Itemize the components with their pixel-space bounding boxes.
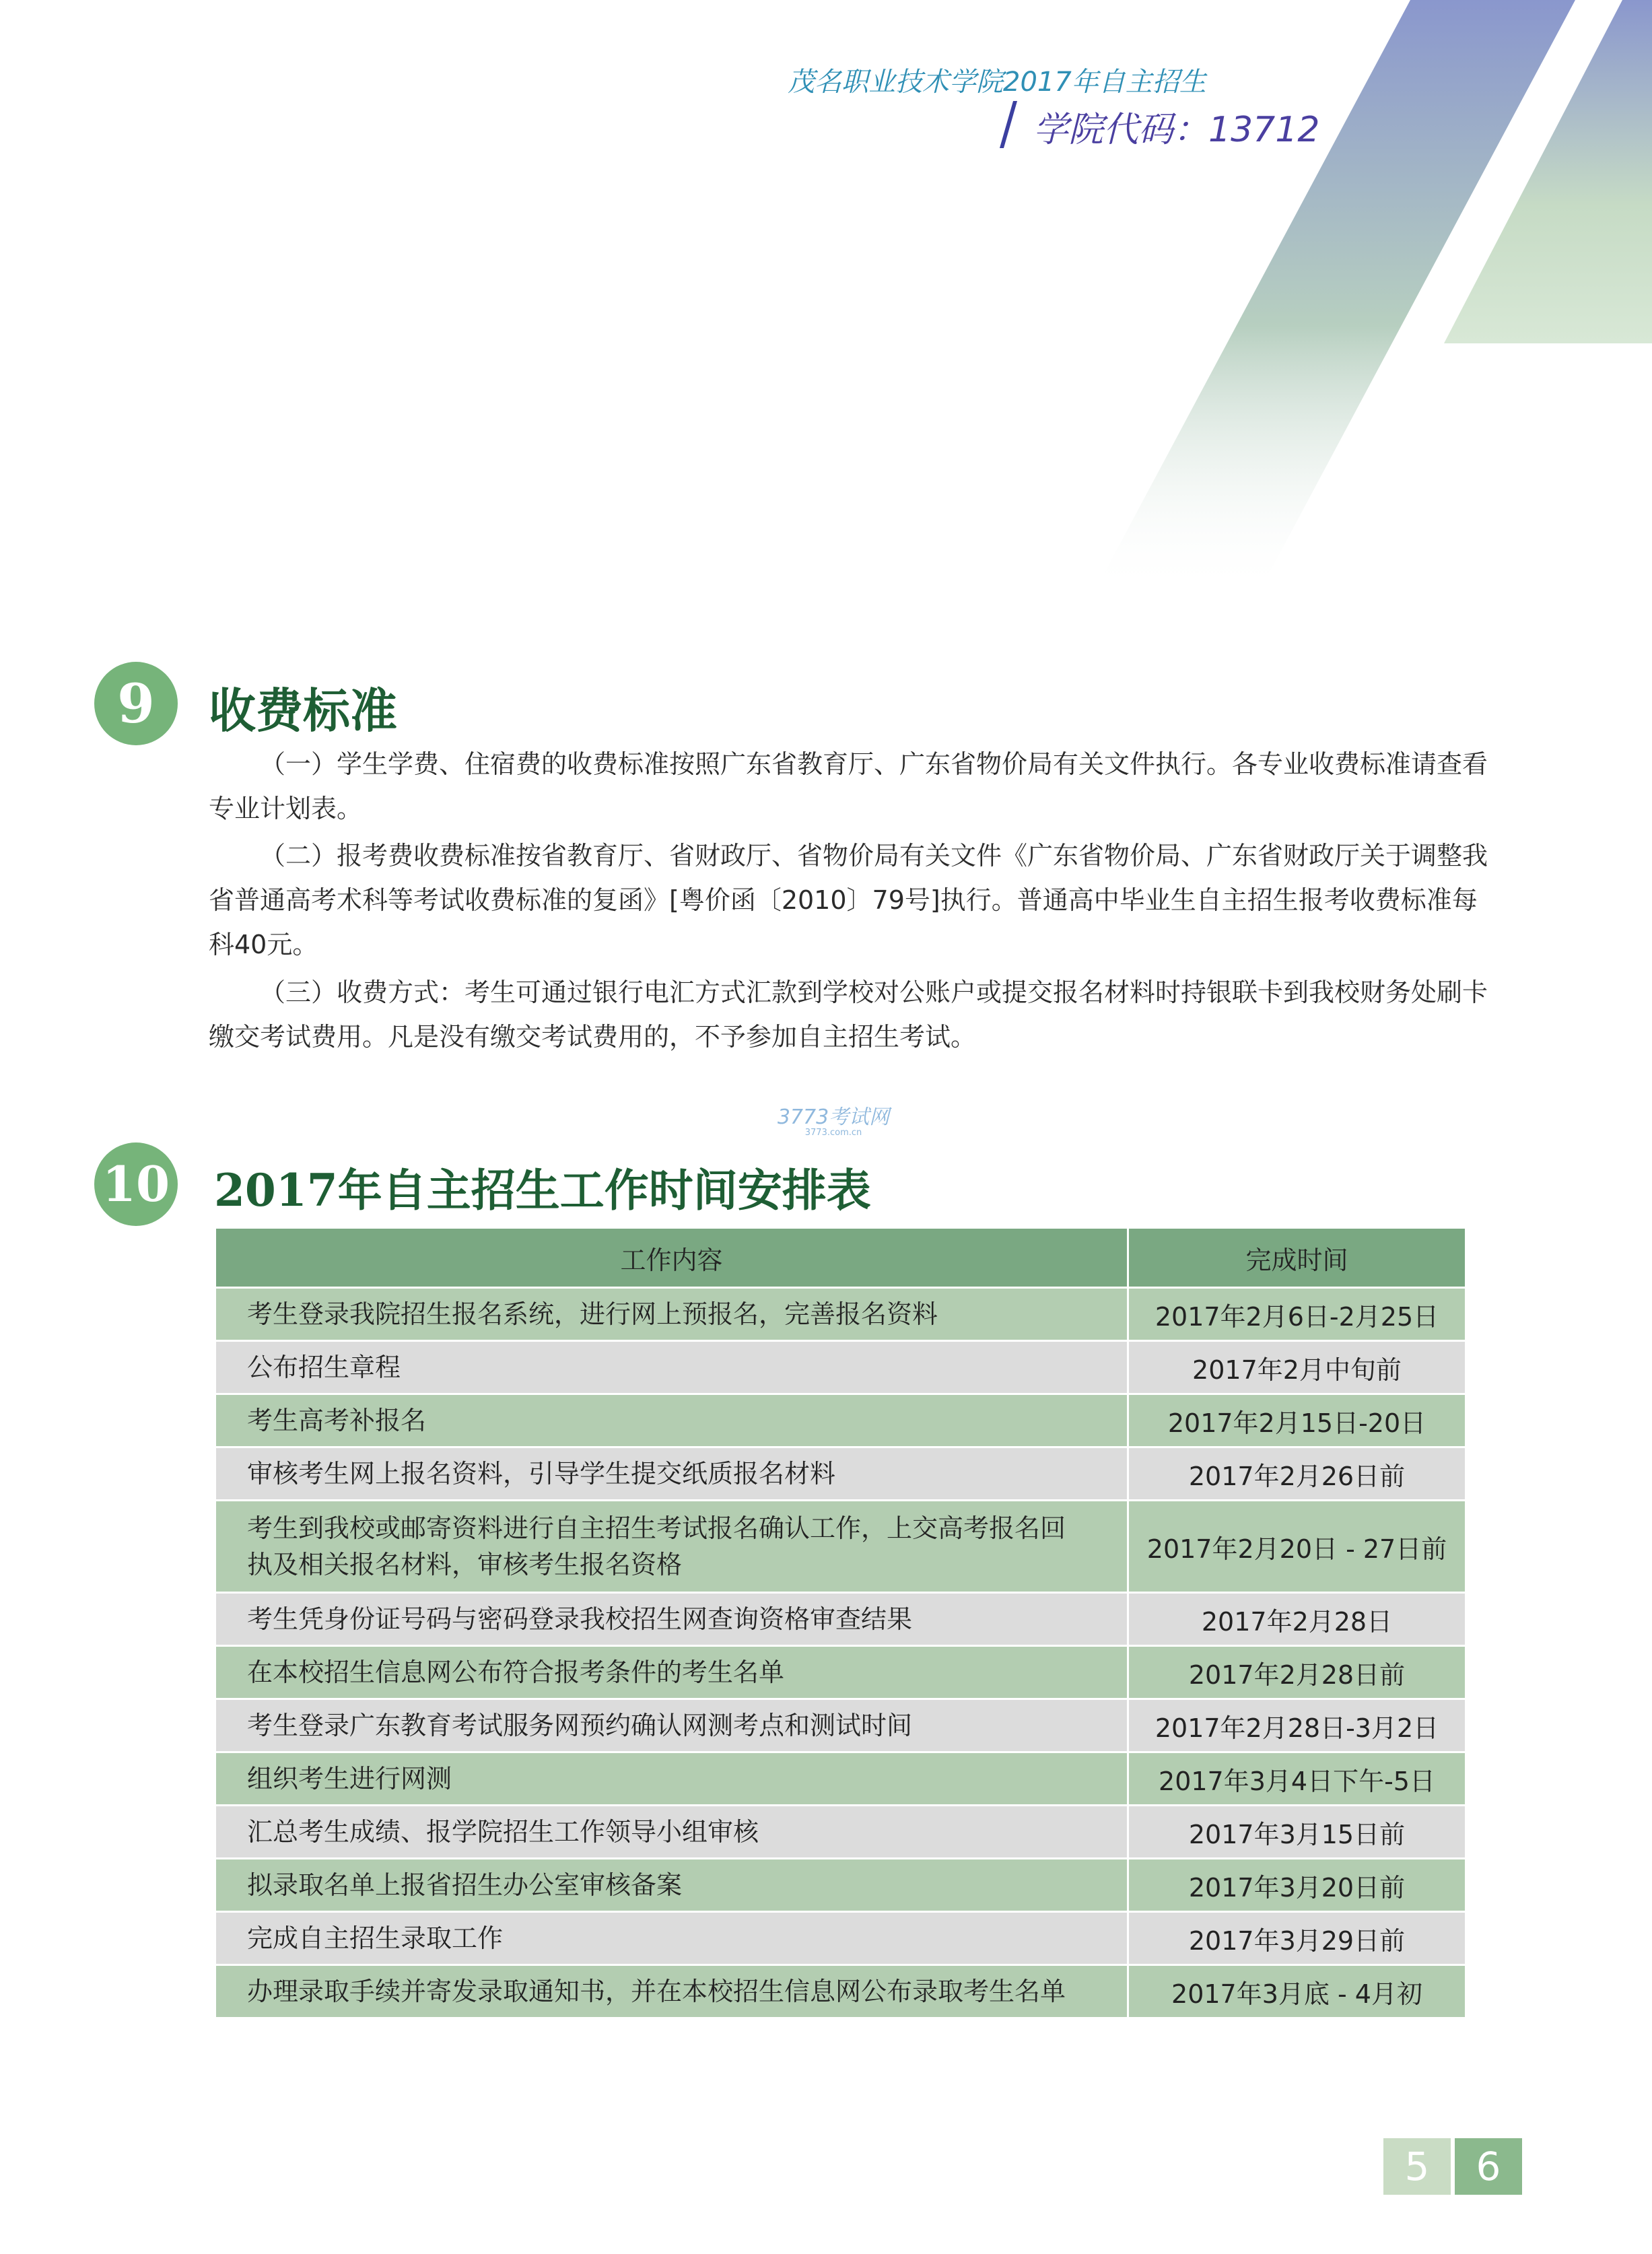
- table-row: [215, 1447, 1466, 1501]
- table-row: [215, 1859, 1466, 1912]
- time-cell: 2017年2月6日-2月25日: [1128, 1288, 1466, 1341]
- table-row: [215, 1965, 1466, 2018]
- time-cell: 2017年3月15日前: [1128, 1806, 1466, 1859]
- fee-paragraph-3: （三）收费方式：考生可通过银行电汇方式汇款到学校对公账户或提交报名材料时持银联卡到我校财务处刷卡缴交考试费用。凡是没有缴交考试费用的，不予参加自主招生考试。: [209, 978, 1488, 1052]
- section-9-number: 9: [94, 662, 178, 745]
- task-cell: 考生到我校或邮寄资料进行自主招生考试报名确认工作，上交高考报名回执及相关报名材料，审核考生报名资格: [215, 1501, 1128, 1593]
- table-row: [215, 1394, 1466, 1447]
- task-cell: 考生登录广东教育考试服务网预约确认网测考点和测试时间: [215, 1699, 1128, 1752]
- school-header: 茂名职业技术学院2017年自主招生: [788, 67, 1206, 98]
- fee-paragraph-1: （一）学生学费、住宿费的收费标准按照广东省教育厅、广东省物价局有关文件执行。各专业收费标准请查看专业计划表。: [209, 749, 1488, 823]
- table-row: [215, 1593, 1466, 1646]
- table-row: [215, 1501, 1466, 1593]
- task-cell: 考生凭身份证号码与密码登录我校招生网查询资格审查结果: [215, 1593, 1128, 1646]
- task-cell: 公布招生章程: [215, 1341, 1128, 1394]
- time-cell: 2017年2月中旬前: [1128, 1341, 1466, 1394]
- table-row: [215, 1806, 1466, 1859]
- table-row: [215, 1912, 1466, 1965]
- task-cell: 完成自主招生录取工作: [215, 1912, 1128, 1965]
- page-number-left: 5: [1383, 2138, 1451, 2195]
- section-9-title: 收费标准: [209, 683, 397, 739]
- task-cell: 拟录取名单上报省招生办公室审核备案: [215, 1859, 1128, 1912]
- task-cell: 汇总考生成绩、报学院招生工作领导小组审核: [215, 1806, 1128, 1859]
- time-cell: 2017年2月28日前: [1128, 1646, 1466, 1699]
- table-row: [215, 1288, 1466, 1341]
- table-row: [215, 1752, 1466, 1806]
- task-cell: 审核考生网上报名资料，引导学生提交纸质报名材料: [215, 1447, 1128, 1501]
- task-cell: 在本校招生信息网公布符合报考条件的考生名单: [215, 1646, 1128, 1699]
- time-cell: 2017年2月28日: [1128, 1593, 1466, 1646]
- task-cell: 办理录取手续并寄发录取通知书，并在本校招生信息网公布录取考生名单: [215, 1965, 1128, 2018]
- time-cell: 2017年2月15日-20日: [1128, 1394, 1466, 1447]
- section-10-title: 2017年自主招生工作时间安排表: [214, 1164, 871, 1217]
- table-row: [215, 1341, 1466, 1394]
- watermark: [773, 1107, 894, 1138]
- time-cell: 2017年2月20日 - 27日前: [1128, 1501, 1466, 1593]
- column-header-time: 完成时间: [1128, 1228, 1466, 1288]
- page-number-right: 6: [1455, 2138, 1522, 2195]
- section-10-number: 10: [94, 1142, 178, 1226]
- time-cell: 2017年3月20日前: [1128, 1859, 1466, 1912]
- time-cell: 2017年3月底 - 4月初: [1128, 1965, 1466, 2018]
- time-cell: 2017年3月4日下午-5日: [1128, 1752, 1466, 1806]
- time-cell: 2017年2月26日前: [1128, 1447, 1466, 1501]
- fee-paragraph-2: （二）报考费收费标准按省教育厅、省财政厅、省物价局有关文件《广东省物价局、广东省财政厅关于调整我省普通高考术科等考试收费标准的复函》[粤价函〔2010〕79号]执行。普通高中毕业生自主招生报考收费标准每科40元。: [209, 841, 1488, 959]
- task-cell: 组织考生进行网测: [215, 1752, 1128, 1806]
- school-code: 学院代码：13712: [1033, 110, 1320, 150]
- table-row: [215, 1646, 1466, 1699]
- task-cell: 考生登录我院招生报名系统，进行网上预报名，完善报名资料: [215, 1288, 1128, 1341]
- column-header-task: 工作内容: [215, 1228, 1128, 1288]
- table-header-row: [215, 1228, 1466, 1288]
- watermark-sub: 3773.com.cn: [804, 1128, 862, 1138]
- time-cell: 2017年2月28日-3月2日: [1128, 1699, 1466, 1752]
- task-cell: 考生高考补报名: [215, 1394, 1128, 1447]
- watermark-main: 3773考试网: [777, 1105, 890, 1129]
- schedule-table: [214, 1227, 1467, 2019]
- table-row: [215, 1699, 1466, 1752]
- time-cell: 2017年3月29日前: [1128, 1912, 1466, 1965]
